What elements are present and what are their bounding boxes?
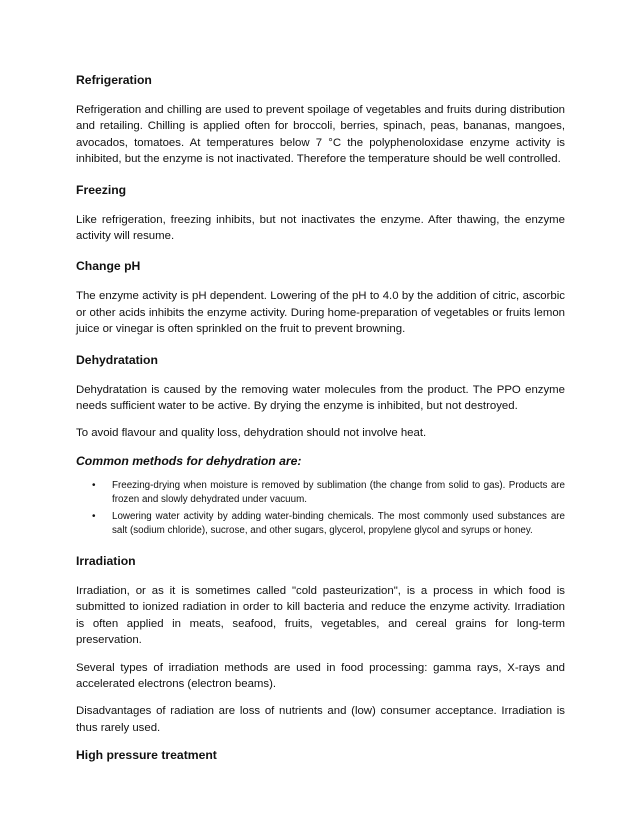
paragraph-irradiation-1: Irradiation, or as it is sometimes called "cold pasteurization", is a process in which food is submitted to ionized radiation in order to kill bacteria and reduce the enzyme activity. Irradiation is often applied in meats, seafood, fruits, vegetables, and cereal grains for long-term preservation. [76, 584, 565, 647]
paragraph-refrigeration: Refrigeration and chilling are used to prevent spoilage of vegetables and fruits during distribution and retailing. Chilling is applied often for broccoli, berries, spinach, peas, bananas, mangoes, avocados, tomatoes. At temperatures below 7 °C the polyphenoloxidase enzyme activity is inhibited, but the enzyme is not inactivated. Therefore the temperature should be well controlled. [76, 104, 565, 166]
paragraph-freezing: Like refrigeration, freezing inhibits, but not inactivates the enzyme. After thawing, the enzyme activity will resume. [76, 213, 565, 243]
heading-change-ph: Change pH [76, 259, 141, 274]
heading-high-pressure: High pressure treatment [76, 748, 217, 763]
paragraph-dehydratation-2: To avoid flavour and quality loss, dehydration should not involve heat. [76, 427, 427, 440]
heading-irradiation: Irradiation [76, 553, 136, 568]
paragraph-irradiation-2: Several types of irradiation methods are used in food processing: gamma rays, X-rays and accelerated electrons (electron beams). [76, 661, 565, 690]
heading-freezing: Freezing [76, 182, 127, 197]
paragraph-change-ph: The enzyme activity is pH dependent. Lowering of the pH to 4.0 by the addition of citric, ascorbic or other acids inhibits the enzyme activity. During home-preparation of vegetables or fruits lemon juice or vinegar is often sprinkled on the fruit to prevent browning. [76, 290, 565, 336]
methods-list [76, 479, 565, 539]
paragraph-dehydratation-1: Dehydratation is caused by the removing water molecules from the product. The PPO enzyme needs sufficient water to be active. By drying the enzyme is inhibited, but not destroyed. [76, 383, 565, 413]
methods-title: Common methods for dehydration are: [76, 453, 302, 468]
list-item [76, 479, 565, 508]
heading-refrigeration: Refrigeration [76, 73, 152, 87]
list-item-text: Lowering water activity by adding water-binding chemicals. The most commonly used substances are salt (sodium chloride), sucrose, and other sugars, glycerol, propylene glycol and syrups or honey. [112, 510, 565, 537]
paragraph-irradiation-3: Disadvantages of radiation are loss of nutrients and (low) consumer acceptance. Irradiation is thus rarely used. [76, 705, 565, 734]
bullet-icon: • [92, 479, 96, 491]
heading-dehydratation: Dehydratation [76, 352, 158, 367]
bullet-icon: • [92, 510, 96, 522]
list-item [76, 510, 565, 539]
list-item-text: Freezing-drying when moisture is removed by sublimation (the change from solid to gas). Products are frozen and slowly dehydrated under vacuum. [112, 479, 565, 506]
